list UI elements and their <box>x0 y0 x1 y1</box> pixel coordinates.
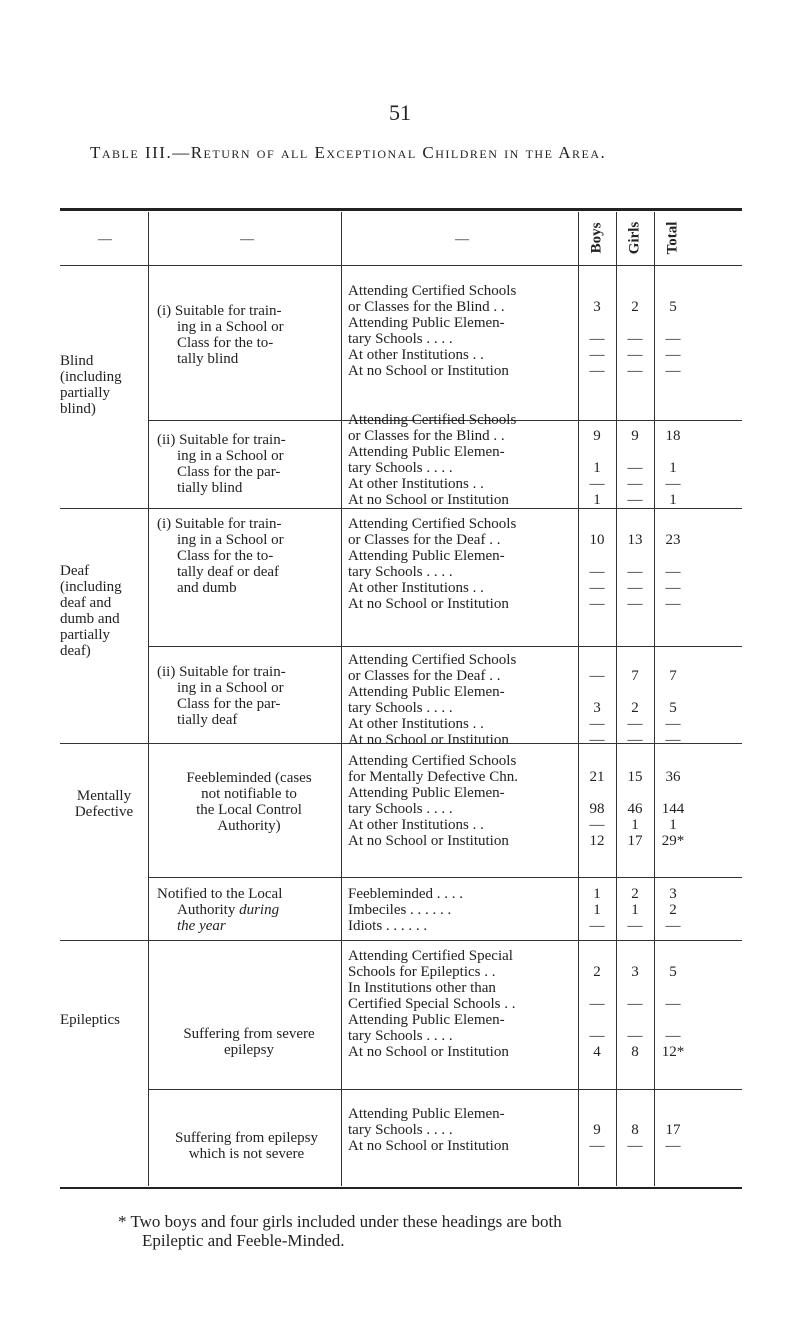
sub-blind-totally: (i) Suitable for train- ing in a School or Class for the to- tally blind <box>157 303 284 367</box>
value: 1 <box>631 902 639 918</box>
value: 46 <box>627 801 643 817</box>
value: — <box>665 918 681 934</box>
attendance-feebleminded: Attending Certified Schools for Mentally Defective Chn. Attending Public Elemen- tary Schools . . . . At other Institutions . . At no School or Institution <box>348 753 518 849</box>
value: — <box>627 363 643 379</box>
value: — <box>589 580 605 596</box>
footnote: * Two boys and four girls included under these headings are both Epileptic and Feeble-Minded. <box>118 1212 562 1250</box>
attendance-severe-epilepsy: Attending Certified Special Schools for Epileptics . . In Institutions other than Certified Special Schools . . Attending Public Elemen- tary Schools . . . . At no School or Institution <box>348 948 516 1060</box>
value: 17 <box>627 833 643 849</box>
value: 2 <box>631 700 639 716</box>
value: 9 <box>593 1122 601 1138</box>
value: — <box>589 716 605 732</box>
value: — <box>589 564 605 580</box>
value: — <box>665 363 681 379</box>
value: — <box>589 347 605 363</box>
value: — <box>627 918 643 934</box>
value: 3 <box>593 700 601 716</box>
row-divider <box>60 508 742 509</box>
value: 13 <box>627 532 643 548</box>
page-number: 51 <box>389 100 411 125</box>
value: — <box>589 996 605 1012</box>
category-blind: Blind (including partially blind) <box>60 353 122 417</box>
value: — <box>589 732 605 748</box>
value: — <box>627 596 643 612</box>
value: — <box>589 1028 605 1044</box>
value: 12 <box>589 833 605 849</box>
value: — <box>627 1028 643 1044</box>
value: 144 <box>661 801 685 817</box>
value: 98 <box>589 801 605 817</box>
value: 5 <box>669 964 677 980</box>
value: — <box>627 476 643 492</box>
value: — <box>627 732 643 748</box>
value: 23 <box>665 532 681 548</box>
value: 1 <box>593 492 601 508</box>
value: 8 <box>631 1122 639 1138</box>
value: — <box>665 716 681 732</box>
value: 9 <box>631 428 639 444</box>
row-divider <box>148 646 742 647</box>
header-col1: — <box>98 232 112 247</box>
header-col3: — <box>455 232 469 247</box>
header-girls: Girls <box>626 221 643 255</box>
value: — <box>627 564 643 580</box>
sub-non-severe-epilepsy: Suffering from epilepsy which is not severe <box>174 1130 319 1162</box>
value: 7 <box>669 668 677 684</box>
value: 2 <box>669 902 677 918</box>
header-boys: Boys <box>588 222 605 254</box>
category-deaf: Deaf (including deaf and dumb and partially deaf) <box>60 563 122 659</box>
value: 1 <box>669 460 677 476</box>
value: 2 <box>593 964 601 980</box>
value: — <box>589 476 605 492</box>
sub-deaf-partially: (ii) Suitable for train- ing in a School or Class for the par- tially deaf <box>157 664 286 728</box>
sub-blind-partially: (ii) Suitable for train- ing in a School or Class for the par- tially blind <box>157 432 286 496</box>
value: 5 <box>669 299 677 315</box>
value: 5 <box>669 700 677 716</box>
value: 8 <box>631 1044 639 1060</box>
value: — <box>589 817 605 833</box>
value: 7 <box>631 668 639 684</box>
value: — <box>589 668 605 684</box>
table-title: Table III.—Return of all Exceptional Children in the Area. <box>90 143 607 162</box>
sub-deaf-totally: (i) Suitable for train- ing in a School or Class for the to- tally deaf or deaf and dumb <box>157 516 284 596</box>
attendance-non-severe-epilepsy: Attending Public Elemen- tary Schools . . . . At no School or Institution <box>348 1106 509 1154</box>
value: — <box>665 1028 681 1044</box>
value: — <box>665 476 681 492</box>
value: 21 <box>589 769 605 785</box>
attendance-blind-totally: Attending Certified Schools or Classes for the Blind . . Attending Public Elemen- tary Schools . . . . At other Institutions . . At no School or Institution <box>348 283 517 379</box>
category-mentally-defective: Mentally Defective <box>74 788 134 820</box>
row-divider <box>60 940 742 941</box>
row-divider <box>60 265 742 266</box>
value: 1 <box>669 817 677 833</box>
value: 1 <box>593 460 601 476</box>
value: 1 <box>669 492 677 508</box>
value: 36 <box>665 769 681 785</box>
value: — <box>627 460 643 476</box>
bottom-rule <box>60 1187 742 1189</box>
value: — <box>665 1138 681 1154</box>
attendance-deaf-totally: Attending Certified Schools or Classes for the Deaf . . Attending Public Elemen- tary Schools . . . . At other Institutions . . At no School or Institution <box>348 516 517 612</box>
value: — <box>589 363 605 379</box>
sub-severe-epilepsy: Suffering from severe epilepsy <box>183 1026 315 1058</box>
attendance-blind-partially: Attending Certified Schools or Classes for the Blind . . Attending Public Elemen- tary Schools . . . . At other Institutions . . At no School or Institution <box>348 412 517 508</box>
value: — <box>627 492 643 508</box>
value: — <box>627 1138 643 1154</box>
category-epileptics: Epileptics <box>60 1012 120 1028</box>
sub-feebleminded: Feebleminded (cases not notifiable to the Local Control Authority) <box>186 770 312 834</box>
value: — <box>665 732 681 748</box>
value: — <box>665 331 681 347</box>
sub-notified: Notified to the Local Authority during the year <box>157 886 283 934</box>
value: — <box>627 716 643 732</box>
value: 17 <box>665 1122 681 1138</box>
value: 18 <box>665 428 681 444</box>
value: — <box>589 331 605 347</box>
value: — <box>627 331 643 347</box>
value: — <box>665 996 681 1012</box>
value: — <box>589 1138 605 1154</box>
value: 1 <box>593 886 601 902</box>
value: 15 <box>627 769 643 785</box>
value: — <box>665 580 681 596</box>
value: 29* <box>661 833 685 849</box>
value: 1 <box>631 817 639 833</box>
value: — <box>589 918 605 934</box>
value: 9 <box>593 428 601 444</box>
header-total: Total <box>664 221 681 255</box>
value: 12* <box>661 1044 685 1060</box>
value: 3 <box>669 886 677 902</box>
value: — <box>627 996 643 1012</box>
header-col2: — <box>240 232 254 247</box>
value: — <box>627 347 643 363</box>
value: 1 <box>593 902 601 918</box>
value: 4 <box>593 1044 601 1060</box>
value: 2 <box>631 299 639 315</box>
column-divider <box>341 212 342 1186</box>
value: — <box>665 347 681 363</box>
top-rule <box>60 208 742 211</box>
value: — <box>665 596 681 612</box>
column-divider <box>148 212 149 1186</box>
value: 3 <box>593 299 601 315</box>
value: — <box>589 596 605 612</box>
value: 3 <box>631 964 639 980</box>
attendance-notified: Feebleminded . . . . Imbeciles . . . . . . Idiots . . . . . . <box>348 886 463 934</box>
value: — <box>665 564 681 580</box>
row-divider <box>148 1089 742 1090</box>
value: 10 <box>589 532 605 548</box>
row-divider <box>148 877 742 878</box>
value: 2 <box>631 886 639 902</box>
attendance-deaf-partially: Attending Certified Schools or Classes for the Deaf . . Attending Public Elemen- tary Schools . . . . At other Institutions . . At no School or Institution <box>348 652 517 748</box>
value: — <box>627 580 643 596</box>
